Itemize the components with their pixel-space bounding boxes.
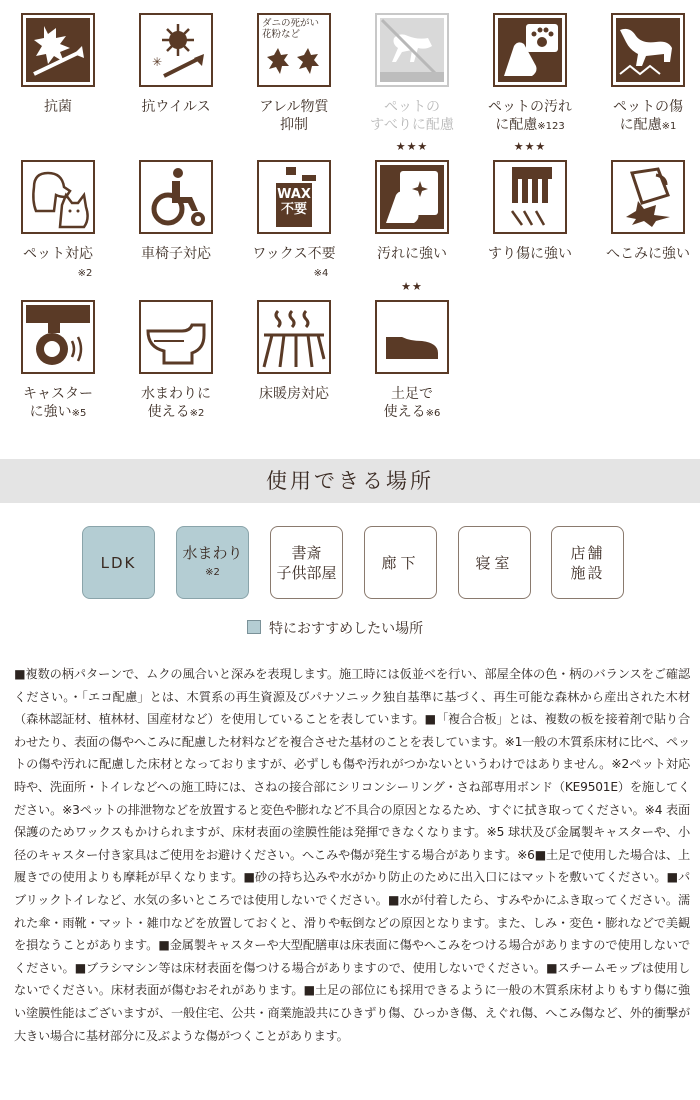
- feature-note: ※123: [537, 121, 565, 132]
- feature-label: ワックス不要: [252, 246, 336, 262]
- place-label: 寝室: [475, 553, 514, 572]
- feature-label: 床暖房対応: [259, 386, 329, 402]
- place-bedroom: [458, 526, 531, 599]
- feature-note: ※2: [77, 268, 93, 279]
- feature-label: すり傷に強い: [488, 246, 572, 262]
- floor-heating-icon: [257, 300, 331, 374]
- legend-swatch: [247, 620, 261, 634]
- place-label-2: 子供部屋: [276, 563, 337, 582]
- allergen-icon-text: ダニの死がい花粉など: [262, 18, 320, 40]
- feature-label: ペットの傷: [613, 99, 683, 115]
- feature-label-2: に配慮: [495, 117, 538, 133]
- feature-label-2: に配慮: [619, 117, 662, 133]
- allergen-icon: [257, 13, 331, 87]
- wheelchair-icon: [139, 160, 213, 234]
- shoe-icon: [375, 300, 449, 374]
- place-study: [270, 526, 343, 599]
- place-label: 水まわり: [182, 543, 243, 562]
- star-rating: ★★★: [395, 140, 429, 153]
- pet-icon: [21, 160, 95, 234]
- wet-area-icon: [139, 300, 213, 374]
- place-wet-area: [176, 526, 249, 599]
- feature-note: ※1: [661, 121, 677, 132]
- feature-label: ペット対応: [23, 246, 93, 262]
- place-note: ※2: [205, 566, 220, 578]
- feature-label: へこみに強い: [606, 246, 690, 262]
- description-text: ■複数の柄パターンで、ムクの風合いと深みを表現します。施工時には仮並べを行い、部屋全体の色・柄のバランスをご確認ください。・「エコ配慮」とは、木質系の再生資源及びパナソニック独自基準に基づく、再生可能な森林から産出された木材（森林認証材、植林材、国産材など）を使用していることを表しています。■「複合合板」とは、複数の板を接着剤で貼り合わせたり、表面の傷やへこみに配慮した材料などを複合させた基材のことを表しています。※1一般の木質系床材に比べ、ペットの傷や汚れに配慮した床材となっておりますが、必ずしも傷や汚れがつかないというわけではありません。※2ペット対応時や、洗面所・トイレなどへの施工時には、さねの接合部にシリコンシーリング・さね部専用ボンド（KE9501E）を施してください。※3ペットの排泄物などを放置すると変色や膨れなど不具合の原因となるため、すぐに拭き取ってください。※4 表面保護のためワックスもかけられますが、床材表面の塗膜性能は発揮できなくなります。※5 球状及び金属製キャスターや、小径のキャスター付き家具はご使用をお避けください。へこみや傷が発生する場合があります。※6■土足で使用した場合は、上履きでの使用よりも摩耗が早くなります。■砂の持ち込みや水がかり防止のために出入口にはマットを敷いてください。■パブリックトイレなど、水気の多いところでは使用しないでください。■水が付着したら、すみやかにふき取ってください。濡れた傘・雨靴・マット・雑巾などを放置しておくと、滑りや転倒などの原因となります。また、しみ・変色・膨れなどで美観を損なうことがあります。■金属製キャスターや大型配膳車は床表面に傷やへこみをつける場合がありますので使用しないでください。■ブラシマシン等は床材表面を傷つける場合がありますので、使用しないでください。■スチームモップは使用しないでください。床材表面が傷むおそれがあります。■土足の部位にも採用できるように一般の木質系床材よりもすり傷に強い塗膜性能はございますが、一般住宅、公共・商業施設共にひきずり傷、ひっかき傷、えぐれ傷、へこみ傷など、外的衝撃が大きい場合に基材部分に及ぶような傷がつくことがあります。: [14, 667, 690, 1043]
- place-ldk: [82, 526, 155, 599]
- wax-free-icon: [257, 160, 331, 234]
- wax-label: WAX: [277, 187, 311, 202]
- dent-resistant-icon: [611, 160, 685, 234]
- antivirus-icon: [139, 13, 213, 87]
- feature-label-2: すべりに配慮: [370, 117, 454, 133]
- feature-label-2: 抑制: [280, 117, 308, 133]
- feature-label: 抗菌: [44, 99, 72, 115]
- svg-text:✳: ✳: [152, 55, 163, 69]
- place-label: 書斎: [291, 543, 322, 562]
- feature-label: 抗ウイルス: [141, 99, 211, 115]
- feature-label: ペットの: [384, 99, 440, 115]
- feature-label-2: 使える: [147, 404, 190, 420]
- place-label-2: 施設: [570, 563, 605, 582]
- feature-label: 車椅子対応: [141, 246, 211, 262]
- feature-label: アレル物質: [259, 99, 329, 115]
- place-label: LDK: [100, 553, 137, 572]
- feature-label-2: に強い: [29, 404, 72, 420]
- feature-note: ※6: [425, 408, 441, 419]
- scratch-resistant-icon: [493, 160, 567, 234]
- feature-label-2: 使える: [383, 404, 426, 420]
- pet-stain-icon: [493, 13, 567, 87]
- star-rating: ★★★: [513, 140, 547, 153]
- place-hallway: [364, 526, 437, 599]
- place-shop: [551, 526, 624, 599]
- pet-slip-icon: [375, 13, 449, 87]
- feature-label: キャスター: [23, 386, 93, 402]
- stain-resistant-icon: [375, 160, 449, 234]
- caster-icon: [21, 300, 95, 374]
- feature-label: 水まわりに: [141, 386, 211, 402]
- feature-label: ペットの汚れ: [488, 99, 572, 115]
- wax-free-text: 不要: [280, 202, 307, 217]
- feature-label: 土足で: [391, 386, 433, 402]
- place-label: 店舗: [570, 543, 605, 562]
- feature-note: ※2: [189, 408, 205, 419]
- recommended-legend: [247, 618, 423, 638]
- feature-label: 汚れに強い: [377, 246, 447, 262]
- star-rating: ★★: [401, 280, 423, 293]
- section-title: 使用できる場所: [0, 459, 700, 503]
- place-label: 廊下: [381, 553, 420, 572]
- antibacterial-icon: [21, 13, 95, 87]
- pet-scratch-icon: [611, 13, 685, 87]
- feature-note: ※4: [313, 268, 329, 279]
- feature-note: ※5: [71, 408, 87, 419]
- legend-label: 特におすすめしたい場所: [269, 621, 424, 637]
